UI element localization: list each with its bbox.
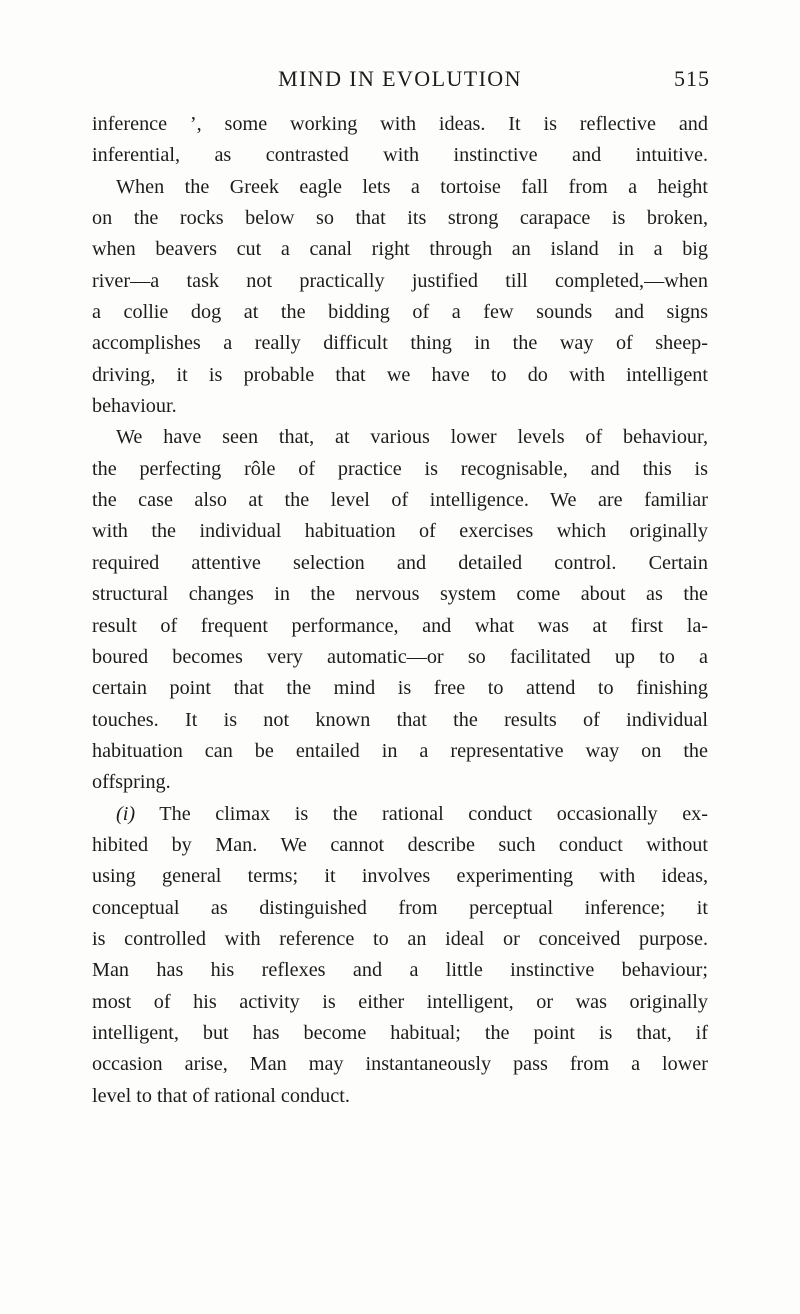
text-line: level to that of rational conduct. bbox=[92, 1084, 350, 1107]
text-line: occasion arise, Man may instantaneously pass from a lower bbox=[92, 1053, 708, 1076]
text-line: We have seen that, at various lower levels of behaviour, bbox=[116, 426, 708, 449]
text-line: conceptual as distinguished from perceptual inference; it bbox=[92, 896, 708, 919]
text-line: the case also at the level of intelligence. We are familiar bbox=[92, 489, 708, 512]
text-line: driving, it is probable that we have to do with intelligent bbox=[92, 363, 708, 386]
text-line: hibited by Man. We cannot describe such conduct without bbox=[92, 833, 708, 856]
text-line: touches. It is not known that the results of individual bbox=[92, 708, 708, 731]
page-number: 515 bbox=[674, 66, 710, 91]
text-line: on the rocks below so that its strong carapace is broken, bbox=[92, 207, 708, 230]
text-line: the perfecting rôle of practice is recognisable, and this is bbox=[92, 457, 708, 480]
text-line: offspring. bbox=[92, 771, 171, 794]
text-line: boured becomes very automatic—or so facilitated up to a bbox=[92, 645, 708, 668]
text-line: behaviour. bbox=[92, 395, 177, 418]
text-line: inference ’, some working with ideas. It is reflective and bbox=[92, 113, 708, 135]
text-line: using general terms; it involves experimenting with ideas, bbox=[92, 865, 708, 888]
running-title: MIND IN EVOLUTION bbox=[278, 66, 522, 91]
body-text bbox=[92, 109, 708, 1112]
text-line: intelligent, but has become habitual; the point is that, if bbox=[92, 1021, 708, 1044]
text-line: certain point that the mind is free to attend to finishing bbox=[92, 677, 708, 700]
text-line: accomplishes a really difficult thing in the way of sheep- bbox=[92, 332, 708, 355]
text-line: river—a task not practically justified till completed,—when bbox=[92, 269, 708, 292]
text-line: most of his activity is either intelligent, or was originally bbox=[92, 990, 708, 1013]
text-line: result of frequent performance, and what was at first la- bbox=[92, 614, 708, 637]
running-head bbox=[92, 62, 708, 96]
text-line: structural changes in the nervous system come about as the bbox=[92, 583, 708, 606]
item-marker: (i) bbox=[116, 802, 136, 825]
text-line: Man has his reflexes and a little instinctive behaviour; bbox=[92, 959, 708, 982]
text-line: a collie dog at the bidding of a few sounds and signs bbox=[92, 301, 708, 324]
text-line-item bbox=[92, 799, 708, 830]
text-line: is controlled with reference to an ideal or conceived purpose. bbox=[92, 927, 708, 950]
text-line: When the Greek eagle lets a tortoise fall from a height bbox=[116, 175, 708, 198]
text-line: when beavers cut a canal right through an island in a big bbox=[92, 238, 708, 261]
text-line: inferential, as contrasted with instinctive and intuitive. bbox=[92, 144, 708, 167]
text-line: with the individual habituation of exercises which originally bbox=[92, 520, 708, 543]
text-line: required attentive selection and detailed control. Certain bbox=[92, 551, 708, 574]
text-line: habituation can be entailed in a representative way on the bbox=[92, 739, 708, 762]
text-line-content: The climax is the rational conduct occasionally ex- bbox=[159, 802, 708, 825]
